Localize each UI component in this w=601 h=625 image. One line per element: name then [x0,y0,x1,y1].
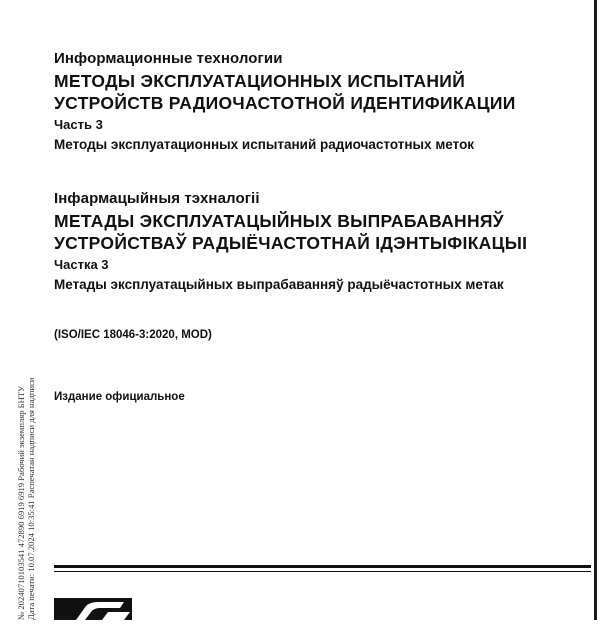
print-stamp [16,327,44,620]
print-stamp-line2: Дата печати: 10.07.2024 10:35:41 Распечатан надписи для надписи [26,377,36,620]
series-title-ru: Информационные технологии [54,50,283,67]
print-stamp-line1: № 20240710103541 472890 6919 6919 Рабочий экземпляр БНТУ [16,385,26,620]
document-title-by-line2: УСТРОЙСТВАЎ РАДЫЁЧАСТОТНАЙ ІДЭНТЫФІКАЦЫІ [54,233,528,253]
subtitle-ru: Методы эксплуатационных испытаний радиочастотных меток [54,137,475,152]
document-title-ru-line1: МЕТОДЫ ЭКСПЛУАТАЦИОННЫХ ИСПЫТАНИЙ [54,71,466,91]
document-title-ru-line2: УСТРОЙСТВ РАДИОЧАСТОТНОЙ ИДЕНТИФИКАЦИИ [54,93,516,113]
edition-label: Издание официальное [54,391,185,403]
subtitle-by: Метады эксплуатацыйных выпрабаванняў радыёчастотных метак [54,277,504,292]
page-frame-right-border [594,0,597,620]
divider-thin [54,571,591,572]
publisher-logo-mark [54,598,132,620]
divider-thick [54,565,591,568]
series-title-by: Інфармацыйныя тэхналогіі [54,190,260,207]
publisher-logo [54,598,132,620]
part-label-by: Частка 3 [54,257,109,272]
standard-reference: (ISO/IEC 18046-3:2020, MOD) [54,329,212,341]
document-title-by-line1: МЕТАДЫ ЭКСПЛУАТАЦЫЙНЫХ ВЫПРАБАВАННЯЎ [54,211,504,231]
part-label-ru: Часть 3 [54,117,103,132]
